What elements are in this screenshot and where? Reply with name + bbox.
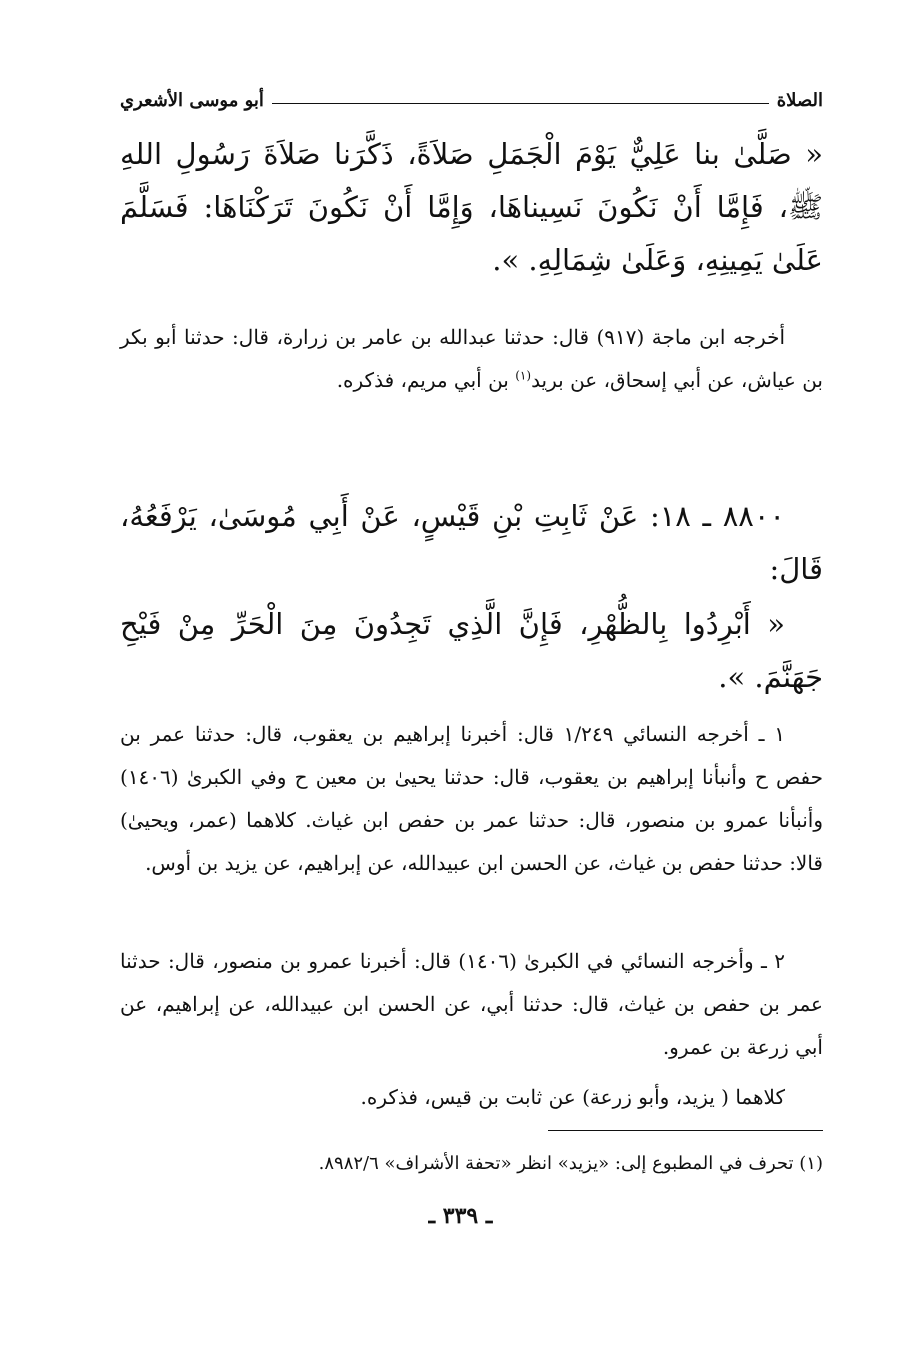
running-header bbox=[120, 86, 823, 114]
takhrij-2-conclusion: كلاهما ( يزيد، وأبو زرعة) عن ثابت بن قيس، فذكره. bbox=[360, 1085, 785, 1109]
page-number: ـ ٣٣٩ ـ bbox=[428, 1203, 493, 1229]
footnote bbox=[120, 1148, 823, 1180]
hadith-heading-2 bbox=[120, 490, 823, 596]
footnote-ref: (١) bbox=[515, 368, 532, 383]
takhrij-conclusion bbox=[120, 1076, 823, 1119]
takhrij-2-item-2: ٢ ـ وأخرجه النسائي في الكبرىٰ (١٤٠٦) قال: أخبرنا عمرو بن منصور، قال: حدثنا عمر بن حفص بن غياث، قال: حدثنا أبي، عن الحسن ابن عبيدالله، عن إبراهيم، عن أبي زرعة بن عمرو. bbox=[120, 949, 823, 1059]
hadith-text-2 bbox=[120, 598, 823, 704]
takhrij-1-before: أخرجه ابن ماجة (٩١٧) قال: حدثنا عبدالله بن عامر بن زرارة، قال: حدثنا أبو بكر بن عياش، عن أبي إسحاق، عن بريد bbox=[120, 325, 823, 392]
header-rule bbox=[272, 103, 769, 104]
hadith-text-1 bbox=[120, 128, 823, 287]
footnote-text: (١) تحرف في المطبوع إلى: «يزيد» انظر «تحفة الأشراف» ٨٩٨٢/٦. bbox=[318, 1153, 823, 1174]
takhrij-item-2 bbox=[120, 940, 823, 1069]
takhrij-1-after: بن أبي مريم، فذكره. bbox=[336, 368, 516, 392]
hadith-2-text: « أَبْرِدُوا بِالظُّهْرِ، فَإِنَّ الَّذِي تَجِدُونَ مِنَ الْحَرِّ مِنْ فَيْحِ جَهَنَّمَ. ». bbox=[120, 607, 823, 694]
hadith-2-intro: ٨٨٠٠ ـ ١٨: عَنْ ثَابِتِ بْنِ قَيْسٍ، عَنْ أَبِي مُوسَىٰ، يَرْفَعُهُ، قَالَ: bbox=[120, 499, 823, 586]
section-title: الصلاة bbox=[776, 89, 823, 111]
takhrij-2-item-1: ١ ـ أخرجه النسائي ١/٢٤٩ قال: أخبرنا إبراهيم بن يعقوب، قال: حدثنا عمر بن حفص ح وأنبأنا إبراهيم بن يعقوب، قال: حدثنا يحيىٰ بن معين ح وفي الكبرىٰ (١٤٠٦) وأنبأنا عمرو بن منصور، قال: حدثنا عمر بن حفص ابن غياث. كلاهما (عمر، ويحيىٰ) قالا: حدثنا حفص بن غياث، عن الحسن ابن عبيدالله، عن إبراهيم، عن يزيد بن أوس. bbox=[120, 722, 823, 875]
takhrij-item-1 bbox=[120, 713, 823, 885]
takhrij-paragraph-1 bbox=[120, 316, 823, 402]
book-title: أبو موسى الأشعري bbox=[120, 89, 264, 111]
footnote-separator bbox=[548, 1130, 823, 1131]
hadith-1-text: « صَلَّىٰ بنا عَلِيٌّ يَوْمَ الْجَمَلِ صَلاَةً، ذَكَّرَنا صَلاَةَ رَسُولِ اللهِ ﷺ، فَإِمَّا أَنْ نَكُونَ نَسِيناهَا، وَإِمَّا أَنْ نَكُونَ تَرَكْنَاهَا: فَسَلَّمَ عَلَىٰ يَمِينِهِ، وَعَلَىٰ شِمَالِهِ. ». bbox=[120, 137, 823, 277]
